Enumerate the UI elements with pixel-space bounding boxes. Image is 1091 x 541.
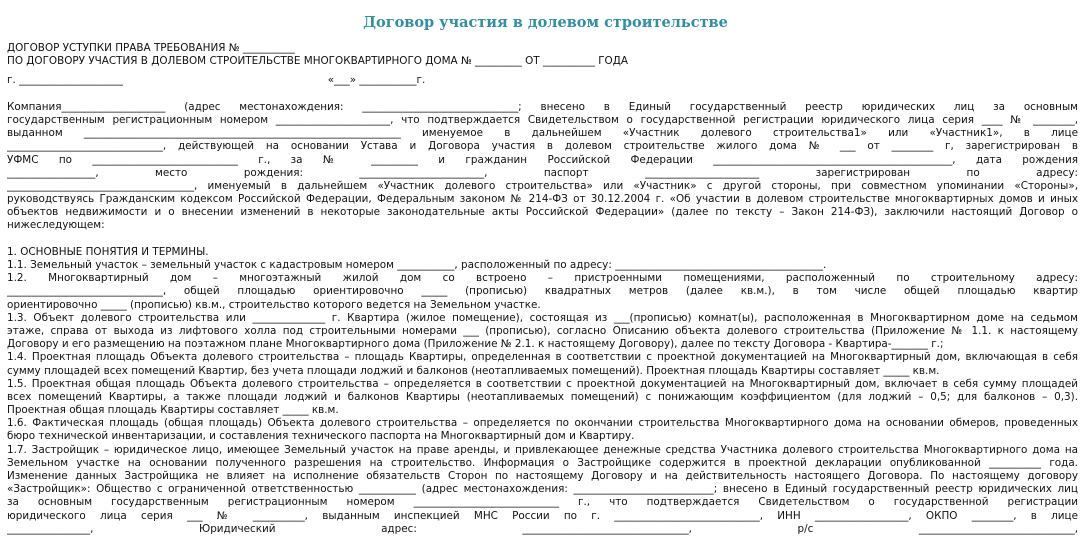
section-line: 1.7. Застройщик – юридическое лицо, имеющее Земельный участок на праве аренды, и привлекающее денежные средства Участника долевого строительства Многоквартирного дома на — [7, 443, 1078, 456]
party-line: ____________________________________, именуемый в дальнейшем «Участник долевого строительства» или «Участник» с другой стороны, при совместном упоминании «Стороны», — [7, 179, 1078, 192]
section-line: 1.5. Проектная общая площадь Объекта долевого строительства – определяется в соответствии с проектной документацией на Многоквартирный дом, включает в себя сумму площадей — [7, 377, 1078, 390]
party-line: УФМС по ____________________________ г., за № _________ и гражданин Российской Федерации ______________________________________________, дата рождения — [7, 153, 1078, 166]
section-line: Изменение данных Застройщика не влияет на исполнение обязательств Сторон по настоящему Договору и на действительность настоящего Договора. По настоящему договору — [7, 470, 1078, 482]
section-line: 1.4. Проектная площадь Объекта долевого строительства – площадь Квартиры, определенная в соответствии с проектной документацией на Многоквартирный дом, включающая в себя — [7, 351, 1078, 364]
section-line: Договору и его размещению на поэтажном плане Многоквартирного дома (Приложение № 2.1. к настоящему Договору), далее по тексту Договора - Квартира-_______ г.; — [7, 338, 944, 351]
section-line: 1.1. Земельный участок – земельный участок с кадастровым номером ___________, расположенный по адресу: ________________________________________. — [7, 259, 827, 271]
section-line: ______________________________, общей площадью ориентировочно _____ (прописью) квадратных метров (далее кв.м.), в том числе общей площадью квартир — [7, 285, 1078, 298]
section-line: юридического лица серия ___ № __________, выданным инспекцией МНС России по г. ____________________________, ИНН __________________, ОКПО ________, в лице — [7, 509, 1078, 522]
section-line: этаже, справа от выхода из лифтового холла под строительными номерами ___ (прописью), согласно Описанию объекта долевого строительства (Приложение № 1.1. к настоящему — [7, 324, 1078, 337]
place-date-line: г. ____________________ «___» ___________г. — [7, 74, 426, 87]
party-line: объектов недвижимости и о внесении изменений в некоторые законодательные акты Российской Федерации» (далее по тексту – Закон 214-ФЗ), заключили настоящий Договор о — [7, 206, 1078, 219]
party-line: _________________, место рождения: ________________________, паспорт ______________________ зарегистрирован по адресу: — [7, 166, 1078, 179]
document-body — [7, 42, 1078, 536]
contract-subheading-line: ПО ДОГОВОРУ УЧАСТИЯ В ДОЛЕВОМ СТРОИТЕЛЬСТВЕ МНОГОКВАРТИРНОГО ДОМА № _________ ОТ __________ ГОДА — [7, 55, 628, 68]
section-line: за основным государственным регистрационным номером ____________________________ г., что подтверждается Свидетельством о государственной регистрации — [7, 496, 1078, 509]
page-title: Договор участия в долевом строительстве — [363, 14, 728, 31]
section-line: 1.2. Многоквартирный дом – многоэтажный жилой дом со встроено – пристроенными помещениями, расположенный по строительному адресу: — [7, 272, 1078, 285]
party-line: нижеследующем: — [7, 219, 105, 232]
section-line: Проектная общая площадь Квартиры составляет _____ кв.м. — [7, 404, 339, 417]
party-line: Компания____________________ (адрес местонахождения: ______________________________; внесено в Единый государственный реестр юридических лиц за основным — [7, 100, 1078, 113]
contract-heading-line: ДОГОВОР УСТУПКИ ПРАВА ТРЕБОВАНИЯ № __________ — [7, 42, 295, 54]
party-line: государственным регистрационным номером ______________________, что подтверждается Свидетельством о государственной регистрации юридического лица серия ____ № ________, — [7, 113, 1078, 126]
section-line: «Застройщик»: Общество с ограниченной ответственностью ___________ (адрес местонахождения: ___________________________; внесено в Единый государственный реестр юридических лиц — [7, 483, 1078, 496]
party-line: выданном _____________________________________________________________ именуемое в дальнейшем «Участник долевого строительства1» или «Участник1», в лице — [7, 127, 1078, 140]
section-line: 1.6. Фактическая площадь (общая площадь) Объекта долевого строительства – определяется по окончании строительства Многоквартирного дома на основании обмеров, проведенных — [7, 417, 1078, 430]
party-line: руководствуясь Гражданским кодексом Российской Федерации, Федеральным законом № 214-ФЗ от 30.12.2004 г. «Об участии в долевом строительстве многоквартирных домов и иных — [7, 193, 1078, 206]
section-line: Земельном участке на основании полученного разрешения на строительство. Информация о Застройщике содержится в проектной декларации опубликованной __________ года. — [7, 456, 1078, 469]
section-title: 1. ОСНОВНЫЕ ПОНЯТИЯ И ТЕРМИНЫ. — [7, 245, 209, 258]
section-line: сумму площадей всех помещений Квартир, без учета площади лоджий и балконов (неотапливаемых помещений). Проектная площадь Квартиры составляет _____ кв.м. — [7, 364, 940, 377]
section-line: ________________, Юридический адрес: ________________________________, р/с ______________________________, — [7, 522, 1078, 535]
section-line: 1.3. Объект долевого строительства или ______________ г. Квартира (жилое помещение), состоящая из ___(прописью) комнат(ы), расположенная в Многоквартирном доме на седьмом — [7, 311, 1078, 324]
section-line: всех помещений Квартиры, а также площади лоджий и балконов Квартиры (неотапливаемых помещений) с понижающим коэффициентом (для лоджий – 0,5; для балконов – 0,3). — [7, 390, 1078, 403]
section-line: бюро технической инвентаризации, и составления технического паспорта на Многоквартирный дом и Квартиру. — [7, 430, 635, 443]
section-line: ориентировочно _____ (прописью) кв.м., строительство которого ведется на Земельном участке. — [7, 298, 541, 311]
party-line: ______________________________, действующей на основании Устава и Договора участия в долевом строительстве жилого дома № ___ от ________ г, зарегистрирован в — [7, 140, 1078, 153]
